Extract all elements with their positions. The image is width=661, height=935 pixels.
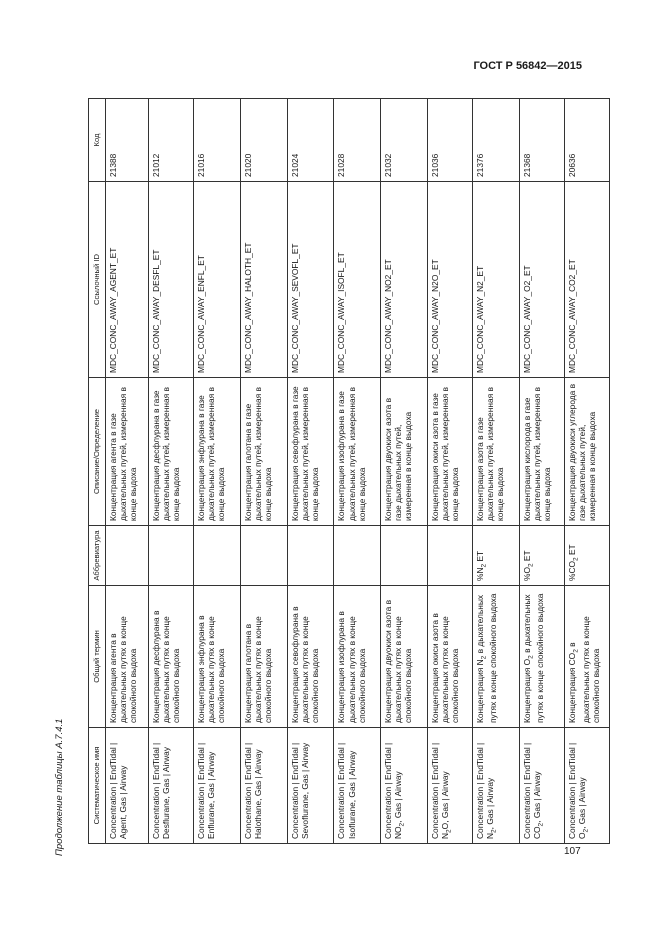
cell-reference-id: MDC_CONC_AWAY_N2_ET xyxy=(472,182,519,378)
cell-description: Концентрация галотана в газе дыхательных путей, измеренная в конце выдоха xyxy=(240,378,287,526)
cell-abbreviation xyxy=(381,526,428,586)
table-row xyxy=(287,99,334,844)
document-standard-header: ГОСТ Р 56842—2015 xyxy=(473,60,582,72)
cell-reference-id: MDC_CONC_AWAY_ENFL_ET xyxy=(193,182,240,378)
cell-reference-id: MDC_CONC_AWAY_DESFL_ET xyxy=(149,182,194,378)
header-abbreviation: Аббревиатура xyxy=(89,526,106,586)
cell-systematic-name: Concentration | EndTidal | $N_2$, Gas | Airway xyxy=(472,728,519,844)
table-row xyxy=(428,99,473,844)
cell-abbreviation: $\%N_2$ ET xyxy=(472,526,519,586)
cell-systematic-name: Concentration | EndTidal | Sevoflurane, Gas | Airway xyxy=(287,728,334,844)
table-row xyxy=(334,99,381,844)
cell-reference-id: MDC_CONC_AWAY_ISOFL_ET xyxy=(334,182,381,378)
cell-abbreviation: $\%CO_2$ ET xyxy=(565,526,610,586)
table-row xyxy=(472,99,519,844)
header-systematic-name: Систематическое имя xyxy=(89,728,106,844)
cell-reference-id: MDC_CONC_AWAY_NO2_ET xyxy=(381,182,428,378)
cell-code: 21368 xyxy=(519,99,564,182)
cell-code: 21028 xyxy=(334,99,381,182)
cell-reference-id: MDC_CONC_AWAY_SEVOFL_ET xyxy=(287,182,334,378)
rotated-table-container xyxy=(88,99,601,844)
cell-common-term: Концентрация агента в дыхательных путях в конце спокойного выдоха xyxy=(106,586,149,728)
cell-common-term: Концентрация десфлурана в дыхательных путях в конце спокойного выдоха xyxy=(149,586,194,728)
cell-description: Концентрация десфлурана в газе дыхательных путей, измеренная в конце выдоха xyxy=(149,378,194,526)
cell-reference-id: MDC_CONC_AWAY_AGENT_ET xyxy=(106,182,149,378)
cell-abbreviation: $\%O_2$ ET xyxy=(519,526,564,586)
header-code: Код xyxy=(89,99,106,182)
terms-table xyxy=(88,98,610,844)
cell-code: 21036 xyxy=(428,99,473,182)
cell-abbreviation xyxy=(287,526,334,586)
cell-code: 21024 xyxy=(287,99,334,182)
cell-description: Концентрация азота в газе дыхательных путей, измеренная в конце выдоха xyxy=(472,378,519,526)
cell-code: 21376 xyxy=(472,99,519,182)
cell-description: Концентрация изофлурана в газе дыхательных путей, измеренная в конце выдоха xyxy=(334,378,381,526)
cell-systematic-name: Concentration | EndTidal | Agent, Gas | Airway xyxy=(106,728,149,844)
cell-reference-id: MDC_CONC_AWAY_N2O_ET xyxy=(428,182,473,378)
cell-systematic-name: Concentration | EndTidal | $O_2$, Gas | Airway xyxy=(565,728,610,844)
cell-abbreviation xyxy=(428,526,473,586)
cell-common-term: Концентрация $CO_2$ в дыхательных путях в конце спокойного выдоха xyxy=(565,586,610,728)
cell-common-term: Концентрация $O_2$ в дыхательных путях в конце спокойного выдоха xyxy=(519,586,564,728)
cell-systematic-name: Concentration | EndTidal | $N_2O$, Gas | Airway xyxy=(428,728,473,844)
table-row xyxy=(193,99,240,844)
cell-systematic-name: Concentration | EndTidal | Halothane, Gas | Airway xyxy=(240,728,287,844)
cell-description: Концентрация двуокиси углерода в газе дыхательных путей, измеренная в конце выдоха xyxy=(565,378,610,526)
page-number: 107 xyxy=(564,846,581,857)
cell-abbreviation xyxy=(193,526,240,586)
cell-code: 21388 xyxy=(106,99,149,182)
cell-systematic-name: Concentration | EndTidal | $CO_2$, Gas | Airway xyxy=(519,728,564,844)
table-row xyxy=(240,99,287,844)
cell-code: 21016 xyxy=(193,99,240,182)
cell-abbreviation xyxy=(334,526,381,586)
cell-description: Концентрация агента в газе дыхательных путей, измеренная в конце выдоха xyxy=(106,378,149,526)
table-continuation-caption: Продолжение таблицы А.7.4.1 xyxy=(54,718,65,856)
cell-code: 20636 xyxy=(565,99,610,182)
table-row xyxy=(106,99,149,844)
cell-abbreviation xyxy=(106,526,149,586)
cell-common-term: Концентрация $N_2$ в дыхательных путях в конце спокойного выдоха xyxy=(472,586,519,728)
table-row xyxy=(381,99,428,844)
cell-common-term: Концентрация галотана в дыхательных путях в конце спокойного выдоха xyxy=(240,586,287,728)
cell-description: Концентрация севофлурана в газе дыхательных путей, измеренная в конце выдоха xyxy=(287,378,334,526)
cell-code: 21020 xyxy=(240,99,287,182)
cell-common-term: Концентрация севофлурана в дыхательных путях в конце спокойного выдоха xyxy=(287,586,334,728)
cell-abbreviation xyxy=(149,526,194,586)
table-header-row xyxy=(89,99,106,844)
cell-systematic-name: Concentration | EndTidal | Enflurane, Gas | Airway xyxy=(193,728,240,844)
cell-abbreviation xyxy=(240,526,287,586)
cell-reference-id: MDC_CONC_AWAY_HALOTH_ET xyxy=(240,182,287,378)
cell-common-term: Концентрация окиси азота в дыхательных путях в конце спокойного выдоха xyxy=(428,586,473,728)
cell-description: Концентрация кислорода в газе дыхательных путей, измеренная в конце выдоха xyxy=(519,378,564,526)
cell-systematic-name: Concentration | EndTidal | Isoflurane, Gas | Airway xyxy=(334,728,381,844)
cell-code: 21032 xyxy=(381,99,428,182)
cell-common-term: Концентрация энфлурана в дыхательных путях в конце спокойного выдоха xyxy=(193,586,240,728)
cell-reference-id: MDC_CONC_AWAY_CO2_ET xyxy=(565,182,610,378)
cell-systematic-name: Concentration | EndTidal | Desflurane, Gas | Airway xyxy=(149,728,194,844)
cell-description: Концентрация двуокиси азота в газе дыхательных путей, измеренная в конце выдоха xyxy=(381,378,428,526)
cell-common-term: Концентрация изофлурана в дыхательных путях в конце спокойного выдоха xyxy=(334,586,381,728)
cell-systematic-name: Concentration | EndTidal | $NO_2$, Gas | Airway xyxy=(381,728,428,844)
header-reference-id: Ссылочный ID xyxy=(89,182,106,378)
header-description: Описание/Определение xyxy=(89,378,106,526)
cell-description: Концентрация окиси азота в газе дыхательных путей, измеренная в конце выдоха xyxy=(428,378,473,526)
table-row xyxy=(565,99,610,844)
table-row xyxy=(519,99,564,844)
cell-code: 21012 xyxy=(149,99,194,182)
header-common-term: Общий термин xyxy=(89,586,106,728)
table-row xyxy=(149,99,194,844)
cell-reference-id: MDC_CONC_AWAY_O2_ET xyxy=(519,182,564,378)
cell-common-term: Концентрация двуокиси азота в дыхательных путях в конце спокойного выдоха xyxy=(381,586,428,728)
cell-description: Концентрация энфлурана в газе дыхательных путей, измеренная в конце выдоха xyxy=(193,378,240,526)
